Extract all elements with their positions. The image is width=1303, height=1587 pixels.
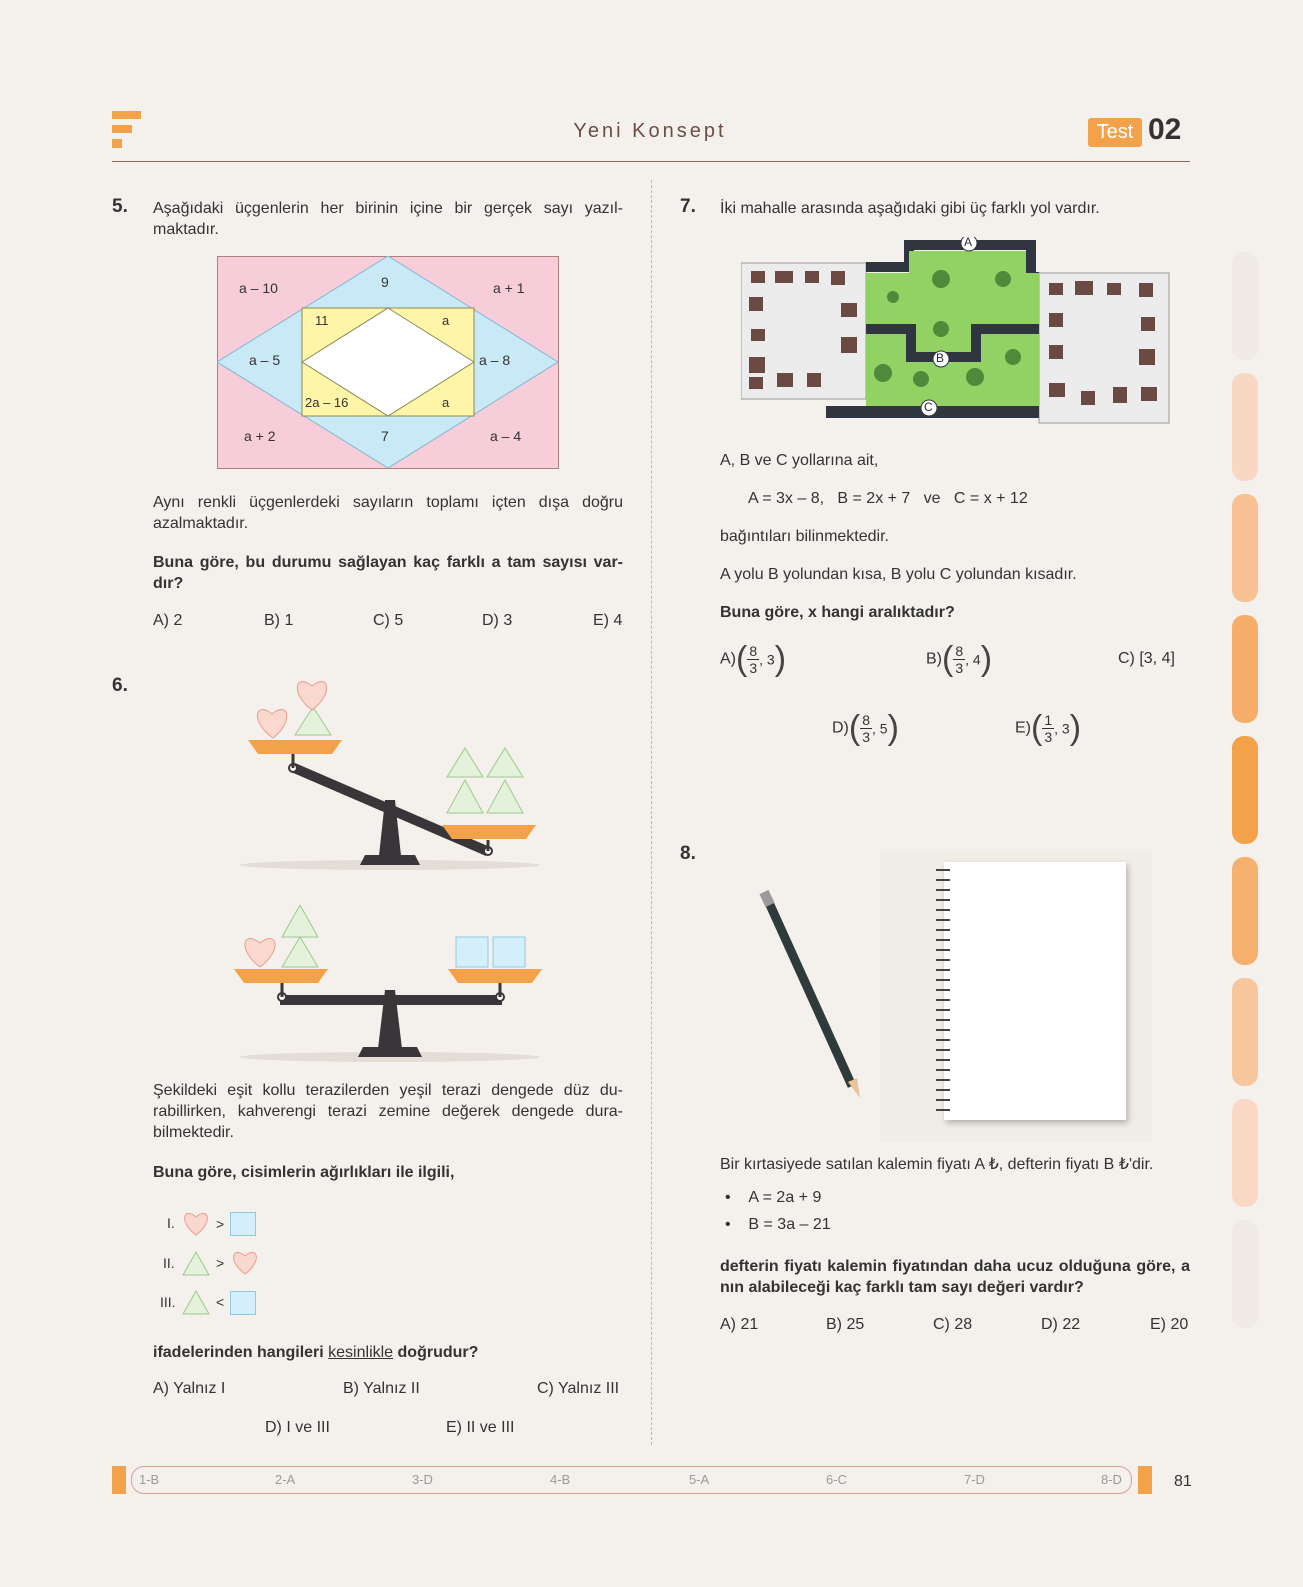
numerator: 8 (749, 643, 758, 659)
q6-tail (153, 1342, 623, 1363)
pink-br: a – 4 (490, 428, 522, 444)
q8-bullet-2 (725, 1214, 831, 1235)
q6-option-b[interactable]: B) Yalnız II (343, 1380, 420, 1397)
road-label-a: A (964, 235, 973, 249)
answer-2: 2-A (275, 1472, 296, 1487)
close-paren: ) (887, 709, 899, 747)
q7-option-d[interactable] (832, 709, 899, 748)
q7-b-fraction (953, 643, 965, 676)
close-paren: ) (1069, 709, 1082, 747)
yellow-br: a (442, 395, 450, 410)
road-label-c: C (924, 400, 933, 414)
header-divider (112, 161, 1190, 162)
statement-3-square-icon (230, 1291, 256, 1315)
q7-a-fraction (747, 643, 759, 676)
side-tab-4 (1232, 615, 1258, 723)
q6-option-e[interactable]: E) II ve III (446, 1419, 515, 1436)
q6-option-a[interactable]: A) Yalnız I (153, 1380, 226, 1397)
blue-left: a – 5 (249, 352, 281, 368)
q7-e-fraction (1042, 712, 1054, 745)
q6-tail-post: doğrudur? (393, 1344, 479, 1361)
numerator: 8 (862, 712, 871, 728)
statement-2-sign: > (216, 1255, 225, 1271)
q7-d-fraction (860, 712, 872, 745)
notebook-illustration (880, 852, 1152, 1142)
yellow-tr: a (442, 313, 450, 328)
comma: , (759, 651, 767, 668)
pink-tr: a + 1 (493, 280, 525, 296)
answer-4: 4-B (550, 1472, 571, 1487)
q8-number: 8. (680, 843, 696, 864)
statement-2-triangle-icon (181, 1250, 211, 1281)
answer-6: 6-C (826, 1472, 847, 1487)
q7-line1: A, B ve C yollarına ait, (720, 452, 879, 469)
q6-text: Şekildeki eşit kollu terazilerden yeşil terazi dengede düz du-rabillirken, kahverengi terazi zemine değerek dengede dura-bilmektedir. (153, 1082, 623, 1141)
column-divider (651, 180, 652, 1445)
side-tab-6 (1232, 857, 1258, 965)
close-paren: ) (774, 640, 787, 678)
blue-right: a – 8 (479, 352, 511, 368)
statement-3-triangle-icon (181, 1289, 211, 1320)
denominator: 3 (749, 660, 758, 676)
answer-bar-right-marker (1138, 1466, 1152, 1494)
page-number: 81 (1174, 1473, 1192, 1490)
q7-number: 7. (680, 196, 696, 217)
answer-3: 3-D (412, 1472, 433, 1487)
q6-tail-pre: ifadelerinden hangileri (153, 1344, 329, 1361)
answer-1: 1-B (139, 1472, 160, 1487)
open-paren: ( (736, 640, 748, 678)
statement-3-sign: < (216, 1294, 225, 1310)
q5-option-b[interactable]: B) 1 (264, 612, 294, 629)
bullet-text: B = 3a – 21 (748, 1216, 831, 1233)
pencil-illustration (758, 890, 868, 1105)
tilted-scale-illustration (220, 670, 560, 875)
right-bound: 3 (1061, 720, 1070, 737)
comma: , (1054, 720, 1062, 737)
blue-bottom: 7 (381, 428, 389, 444)
yellow-tl: 11 (315, 313, 329, 328)
q6-number: 6. (112, 675, 128, 696)
q5-option-e[interactable]: E) 4 (593, 612, 623, 629)
numerator: 8 (955, 643, 964, 659)
road-map-illustration (741, 237, 1173, 427)
q7-option-c[interactable]: C) [3, 4] (1118, 650, 1175, 667)
comma: , (872, 720, 880, 737)
q5-text: Aynı renkli üçgenlerdeki sayıların toplamı içten dışa doğru azalmaktadır. (153, 494, 623, 532)
statement-3-roman: III. (160, 1294, 176, 1310)
header-title: Yeni Konsept (573, 120, 727, 142)
q7-e-label: E) (1015, 719, 1031, 737)
side-tab-5 (1232, 736, 1258, 844)
side-tab-3 (1232, 494, 1258, 602)
test-number: 02 (1148, 113, 1182, 146)
q8-option-d[interactable]: D) 22 (1041, 1316, 1081, 1333)
open-paren: ( (1031, 709, 1043, 747)
pink-bl: a + 2 (244, 428, 276, 444)
right-bound: 4 (972, 651, 981, 668)
q5-number: 5. (112, 196, 128, 217)
close-paren: ) (980, 640, 993, 678)
q7-option-e[interactable] (1015, 709, 1081, 748)
q8-question: defterin fiyatı kalemin fiyatından daha ucuz olduğuna göre, a nın alabileceği kaç farklı tam sayı değeri vardır? (720, 1258, 1190, 1296)
statement-1-sign: > (216, 1216, 225, 1232)
q5-option-a[interactable]: A) 2 (153, 612, 183, 629)
statement-2-heart-icon (230, 1249, 260, 1280)
q7-d-label: D) (832, 719, 849, 737)
q7-question: Buna göre, x hangi aralıktadır? (720, 604, 955, 621)
q8-option-c[interactable]: C) 28 (933, 1316, 973, 1333)
open-paren: ( (848, 709, 861, 747)
bullet-icon: • (725, 1216, 731, 1233)
q6-question: Buna göre, cisimlerin ağırlıkları ile ilgili, (153, 1164, 455, 1181)
q5-option-d[interactable]: D) 3 (482, 612, 513, 629)
statement-2-roman: II. (163, 1255, 175, 1271)
open-paren: ( (942, 640, 954, 678)
denominator: 3 (1044, 729, 1053, 745)
side-tab-9 (1232, 1220, 1258, 1328)
q5-triangle-figure (217, 256, 559, 469)
publisher-logo (112, 111, 142, 151)
q7-option-b[interactable] (926, 640, 992, 679)
answer-5: 5-A (689, 1472, 710, 1487)
right-bound: 3 (766, 651, 775, 668)
test-badge: Test (1088, 118, 1142, 147)
statement-1-heart-icon (181, 1210, 211, 1241)
q6-option-c[interactable]: C) Yalnız III (537, 1380, 620, 1397)
road-label-b: B (936, 351, 945, 365)
statement-1-square-icon (230, 1212, 256, 1236)
q6-option-d[interactable]: D) I ve III (265, 1419, 330, 1436)
q7-option-a[interactable] (720, 640, 786, 679)
q5-intro: Aşağıdaki üçgenlerin her birinin içine bir gerçek sayı yazıl-maktadır. (153, 200, 623, 238)
q7-line3: A yolu B yolundan kısa, B yolu C yolundan kısadır. (720, 566, 1077, 583)
pink-tl: a – 10 (239, 280, 278, 296)
q7-b-label: B) (926, 650, 942, 668)
blue-top: 9 (381, 274, 389, 290)
denominator: 3 (862, 729, 871, 745)
q8-option-a[interactable]: A) 21 (720, 1316, 759, 1333)
q7-line2: bağıntıları bilinmektedir. (720, 528, 889, 545)
comma: , (965, 651, 973, 668)
right-bound: 5 (879, 720, 888, 737)
q8-bullet-1 (725, 1187, 821, 1208)
side-tab-2 (1232, 373, 1258, 481)
numerator: 1 (1044, 712, 1053, 728)
q7-intro: İki mahalle arasında aşağıdaki gibi üç farklı yol vardır. (720, 200, 1100, 217)
bullet-icon: • (725, 1189, 731, 1206)
q7-formula: A = 3x – 8, B = 2x + 7 ve C = x + 12 (748, 490, 1028, 507)
side-tab-7 (1232, 978, 1258, 1086)
yellow-bl: 2a – 16 (305, 395, 349, 410)
bullet-text: A = 2a + 9 (748, 1189, 822, 1206)
q8-text: Bir kırtasiyede satılan kalemin fiyatı A ₺, defterin fiyatı B ₺'dir. (720, 1156, 1154, 1173)
answer-bar-left-marker (112, 1466, 126, 1494)
denominator: 3 (955, 660, 964, 676)
answer-7: 7-D (964, 1472, 985, 1487)
answer-8: 8-D (1101, 1472, 1122, 1487)
balanced-scale-illustration (220, 905, 560, 1065)
q5-option-c[interactable]: C) 5 (373, 612, 404, 629)
q6-tail-underlined: kesinlikle (328, 1344, 394, 1361)
q5-question: Buna göre, bu durumu sağlayan kaç farklı a tam sayısı var-dır? (153, 554, 623, 592)
side-tab-1 (1232, 252, 1258, 360)
q7-a-label: A) (720, 650, 736, 668)
statement-1-roman: I. (167, 1215, 175, 1231)
q8-option-e[interactable]: E) 20 (1150, 1316, 1189, 1333)
side-tab-8 (1232, 1099, 1258, 1207)
q8-option-b[interactable]: B) 25 (826, 1316, 865, 1333)
